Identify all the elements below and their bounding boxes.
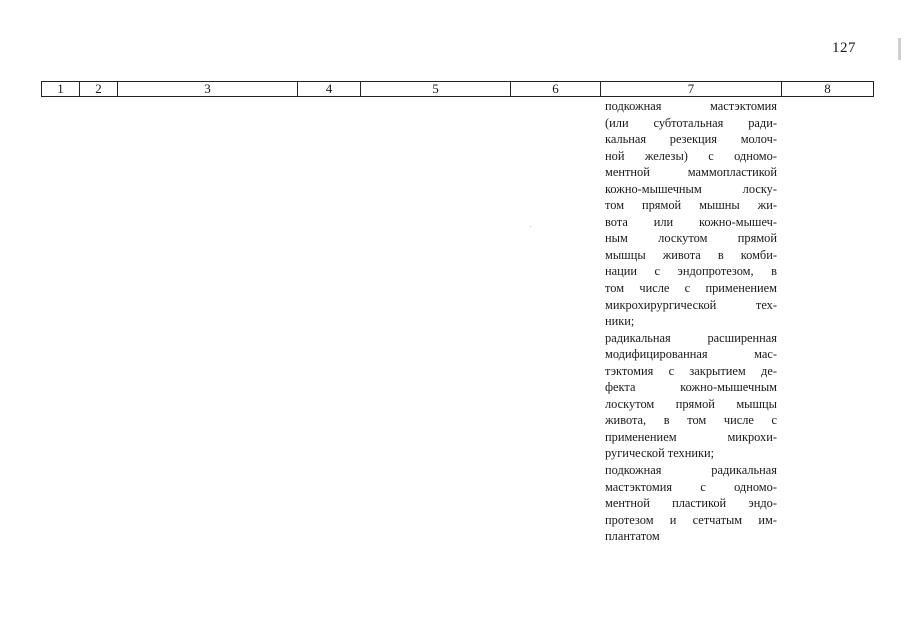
text-line: (или субтотальная ради- <box>605 115 777 130</box>
text-line: ники; <box>605 314 635 329</box>
text-line: ным лоскутом прямой <box>605 231 777 246</box>
column-7-treatment-text <box>605 98 777 545</box>
header-row <box>42 82 874 97</box>
column-header-6: 6 <box>511 82 601 97</box>
column-header-1: 1 <box>42 82 80 97</box>
scan-edge-mark <box>898 38 901 60</box>
header-table <box>41 81 874 97</box>
column-header-8: 8 <box>782 82 874 97</box>
text-line: ментной маммопластикой <box>605 165 777 180</box>
text-line: применением микрохи- <box>605 429 777 444</box>
text-line: ругической техники; <box>605 446 715 461</box>
text-line: фекта кожно-мышечным <box>605 380 777 395</box>
text-line: нации с эндопротезом, в <box>605 264 777 279</box>
text-line: мастэктомия с одномо- <box>605 479 777 494</box>
text-line: мышцы живота в комби- <box>605 247 777 262</box>
text-line: плантатом <box>605 529 660 544</box>
text-line: протезом и сетчатым им- <box>605 512 777 527</box>
text-line: вота или кожно-мышеч- <box>605 214 777 229</box>
text-line: том числе с применением <box>605 281 777 296</box>
scan-dust-dot <box>530 226 531 227</box>
column-header-7: 7 <box>601 82 782 97</box>
page-number: 127 <box>832 40 856 56</box>
column-header-2: 2 <box>80 82 118 97</box>
text-line: подкожная радикальная <box>605 463 777 478</box>
text-line: подкожная мастэктомия <box>605 99 777 113</box>
text-line: живота, в том числе с <box>605 413 777 428</box>
text-line: радикальная расширенная <box>605 330 777 345</box>
column-header-5: 5 <box>361 82 511 97</box>
text-line: лоскутом прямой мышцы <box>605 396 777 411</box>
text-line: кальная резекция молоч- <box>605 132 777 147</box>
text-line: микрохирургической тех- <box>605 297 777 312</box>
text-line: ной железы) с одномо- <box>605 148 777 163</box>
text-line: том прямой мышны жи- <box>605 198 777 213</box>
text-line: модифицированная мас- <box>605 347 777 362</box>
text-line: тэктомия с закрытием де- <box>605 363 777 378</box>
column-header-3: 3 <box>118 82 298 97</box>
text-line: кожно-мышечным лоску- <box>605 181 777 196</box>
column-header-4: 4 <box>298 82 361 97</box>
text-line: ментной пластикой эндо- <box>605 496 777 511</box>
